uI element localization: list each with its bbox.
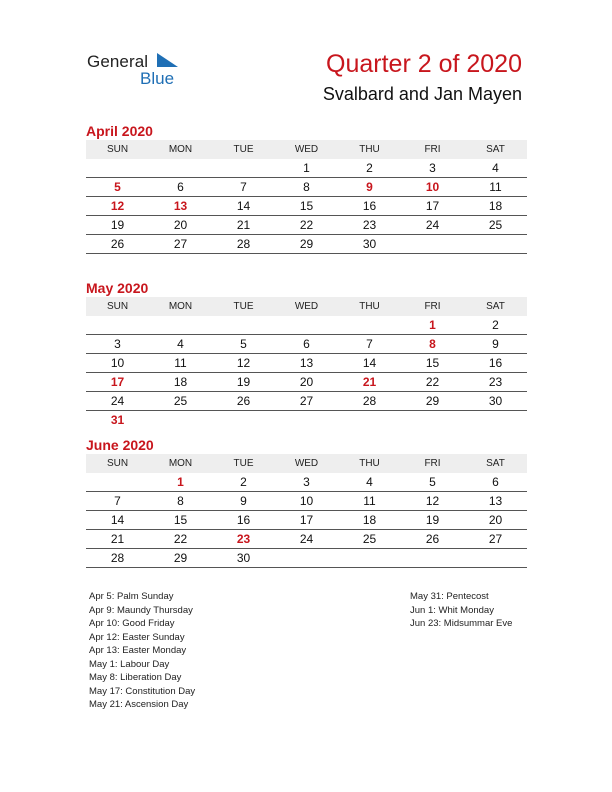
month-title: April 2020 xyxy=(86,123,153,139)
week-row xyxy=(86,473,527,492)
day-cell: 12 xyxy=(425,494,440,508)
day-cell: 26 xyxy=(110,237,125,251)
day-cell: 17 xyxy=(425,199,440,213)
month-calendar xyxy=(86,280,527,429)
day-cell: 3 xyxy=(303,475,310,489)
day-cell: 4 xyxy=(177,337,184,351)
weekday-label: SAT xyxy=(486,301,505,312)
month-title: June 2020 xyxy=(86,437,154,453)
day-cell: 15 xyxy=(173,513,188,527)
weekday-label: WED xyxy=(294,458,319,469)
empty-day-cell xyxy=(212,411,275,429)
day-cell: 5 xyxy=(429,475,436,489)
day-cell: 1 xyxy=(429,318,436,332)
empty-day-cell xyxy=(338,549,401,567)
day-cell: 2 xyxy=(492,318,499,332)
empty-day-cell xyxy=(212,159,275,177)
weekday-label: WED xyxy=(294,144,319,155)
day-cell: 29 xyxy=(425,394,440,408)
day-cell: 28 xyxy=(362,394,377,408)
day-cell: 7 xyxy=(240,180,247,194)
day-cell: 8 xyxy=(303,180,310,194)
country-name: Svalbard and Jan Mayen xyxy=(322,84,522,104)
empty-day-cell xyxy=(464,235,527,253)
holiday-entry: May 31: Pentecost xyxy=(410,591,489,602)
day-cell: 15 xyxy=(299,199,314,213)
day-cell: 27 xyxy=(488,532,503,546)
week-row xyxy=(86,373,527,392)
day-cell: 27 xyxy=(173,237,188,251)
month-calendar xyxy=(86,437,527,568)
holiday-list-left xyxy=(89,590,195,712)
day-cell: 14 xyxy=(362,356,377,370)
holiday-entry: Apr 12: Easter Sunday xyxy=(89,631,185,643)
holiday-entry: Jun 1: Whit Monday xyxy=(410,604,494,616)
day-cell: 16 xyxy=(362,199,377,213)
day-cell: 28 xyxy=(236,237,251,251)
day-cell: 19 xyxy=(425,513,440,527)
empty-day-cell xyxy=(149,411,212,429)
weekday-label: SUN xyxy=(106,144,129,155)
day-cell: 7 xyxy=(114,494,121,508)
day-cell: 30 xyxy=(362,237,377,251)
day-cell: 9 xyxy=(492,337,499,351)
empty-day-cell xyxy=(338,411,401,429)
day-cell: 13 xyxy=(488,494,503,508)
weekday-label: FRI xyxy=(424,144,441,155)
day-cell: 17 xyxy=(299,513,314,527)
day-cell: 19 xyxy=(236,375,251,389)
weekday-label: SAT xyxy=(486,458,505,469)
day-cell: 10 xyxy=(425,180,440,194)
day-cell: 2 xyxy=(366,161,373,175)
day-cell: 21 xyxy=(236,218,251,232)
day-cell: 1 xyxy=(303,161,310,175)
holiday-entry: Apr 13: Easter Monday xyxy=(89,645,187,656)
day-cell: 22 xyxy=(173,532,188,546)
empty-day-cell xyxy=(86,473,149,491)
empty-day-cell xyxy=(275,411,338,429)
day-cell: 21 xyxy=(362,375,377,389)
holiday-entry: Apr 9: Maundy Thursday xyxy=(89,604,193,616)
weekday-label: THU xyxy=(359,144,380,155)
day-cell: 24 xyxy=(425,218,440,232)
day-cell: 21 xyxy=(110,532,125,546)
day-cell: 23 xyxy=(236,532,251,546)
holiday-list-right xyxy=(410,590,512,631)
weekday-label: MON xyxy=(168,301,193,312)
day-cell: 10 xyxy=(299,494,314,508)
month-title: May 2020 xyxy=(86,280,149,296)
logo-flag-icon xyxy=(157,53,178,67)
day-cell: 17 xyxy=(110,375,125,389)
day-cell: 4 xyxy=(366,475,373,489)
day-cell: 20 xyxy=(488,513,503,527)
week-row xyxy=(86,216,527,235)
week-row xyxy=(86,411,527,429)
week-row xyxy=(86,335,527,354)
day-cell: 19 xyxy=(110,218,125,232)
weekday-label: SUN xyxy=(106,301,129,312)
weekday-label: THU xyxy=(359,458,380,469)
weekday-header-row xyxy=(86,297,527,316)
day-cell: 15 xyxy=(425,356,440,370)
holiday-entry: May 1: Labour Day xyxy=(89,658,170,670)
week-row xyxy=(86,178,527,197)
week-row xyxy=(86,197,527,216)
weekday-label: TUE xyxy=(233,301,254,312)
logo-blue-text: Blue xyxy=(140,69,175,88)
day-cell: 6 xyxy=(492,475,499,489)
day-cell: 14 xyxy=(236,199,251,213)
day-cell: 22 xyxy=(299,218,314,232)
weekday-label: SUN xyxy=(106,458,129,469)
weekday-label: TUE xyxy=(233,458,254,469)
day-cell: 11 xyxy=(489,180,502,194)
quarter-title: Quarter 2 of 2020 xyxy=(326,50,522,78)
day-cell: 3 xyxy=(114,337,121,351)
empty-day-cell xyxy=(464,411,527,429)
day-cell: 6 xyxy=(177,180,184,194)
holiday-entry: Apr 5: Palm Sunday xyxy=(89,591,174,602)
day-cell: 16 xyxy=(236,513,251,527)
day-cell: 24 xyxy=(299,532,314,546)
day-cell: 4 xyxy=(492,161,499,175)
day-cell: 10 xyxy=(110,356,125,370)
day-cell: 12 xyxy=(236,356,251,370)
day-cell: 23 xyxy=(488,375,503,389)
day-cell: 11 xyxy=(174,356,187,370)
month-calendar xyxy=(86,123,527,254)
weekday-label: MON xyxy=(168,458,193,469)
weekday-label: FRI xyxy=(424,301,441,312)
day-cell: 28 xyxy=(110,551,125,565)
day-cell: 29 xyxy=(173,551,188,565)
empty-day-cell xyxy=(212,316,275,334)
day-cell: 20 xyxy=(299,375,314,389)
empty-day-cell xyxy=(401,549,464,567)
week-row xyxy=(86,492,527,511)
day-cell: 6 xyxy=(303,337,310,351)
day-cell: 7 xyxy=(366,337,373,351)
day-cell: 30 xyxy=(236,551,251,565)
holiday-entry: May 8: Liberation Day xyxy=(89,672,182,683)
day-cell: 22 xyxy=(425,375,440,389)
day-cell: 25 xyxy=(488,218,503,232)
day-cell: 25 xyxy=(173,394,188,408)
empty-day-cell xyxy=(275,316,338,334)
day-cell: 18 xyxy=(488,199,503,213)
week-row xyxy=(86,530,527,549)
day-cell: 16 xyxy=(488,356,503,370)
day-cell: 31 xyxy=(110,413,125,427)
empty-day-cell xyxy=(149,159,212,177)
weekday-label: SAT xyxy=(486,144,505,155)
day-cell: 1 xyxy=(177,475,184,489)
day-cell: 24 xyxy=(110,394,125,408)
empty-day-cell xyxy=(401,235,464,253)
holiday-entry: May 21: Ascension Day xyxy=(89,699,189,710)
day-cell: 26 xyxy=(236,394,251,408)
day-cell: 18 xyxy=(173,375,188,389)
day-cell: 27 xyxy=(299,394,314,408)
empty-day-cell xyxy=(338,316,401,334)
day-cell: 25 xyxy=(362,532,377,546)
holiday-entry: Jun 23: Midsummar Eve xyxy=(410,618,513,629)
week-row xyxy=(86,354,527,373)
weekday-header-row xyxy=(86,140,527,159)
weekday-label: TUE xyxy=(233,144,254,155)
general-blue-logo xyxy=(87,52,197,90)
day-cell: 30 xyxy=(488,394,503,408)
day-cell: 13 xyxy=(299,356,314,370)
empty-day-cell xyxy=(401,411,464,429)
holiday-entry: May 17: Constitution Day xyxy=(89,685,196,697)
day-cell: 5 xyxy=(240,337,247,351)
empty-day-cell xyxy=(86,316,149,334)
week-row xyxy=(86,159,527,178)
day-cell: 9 xyxy=(366,180,373,194)
day-cell: 3 xyxy=(429,161,436,175)
empty-day-cell xyxy=(275,549,338,567)
empty-day-cell xyxy=(86,159,149,177)
day-cell: 20 xyxy=(173,218,188,232)
week-row xyxy=(86,235,527,254)
week-row xyxy=(86,511,527,530)
week-row xyxy=(86,316,527,335)
weekday-label: THU xyxy=(359,301,380,312)
day-cell: 13 xyxy=(173,199,188,213)
day-cell: 9 xyxy=(240,494,247,508)
day-cell: 8 xyxy=(177,494,184,508)
weekday-label: MON xyxy=(168,144,193,155)
empty-day-cell xyxy=(149,316,212,334)
day-cell: 12 xyxy=(110,199,125,213)
day-cell: 2 xyxy=(240,475,247,489)
week-row xyxy=(86,392,527,411)
day-cell: 26 xyxy=(425,532,440,546)
week-row xyxy=(86,549,527,568)
weekday-header-row xyxy=(86,454,527,473)
day-cell: 11 xyxy=(363,494,376,508)
day-cell: 29 xyxy=(299,237,314,251)
day-cell: 23 xyxy=(362,218,377,232)
day-cell: 5 xyxy=(114,180,121,194)
day-cell: 14 xyxy=(110,513,125,527)
day-cell: 18 xyxy=(362,513,377,527)
weekday-label: WED xyxy=(294,301,319,312)
empty-day-cell xyxy=(464,549,527,567)
weekday-label: FRI xyxy=(424,458,441,469)
day-cell: 8 xyxy=(429,337,436,351)
logo-general-text: General xyxy=(87,52,149,71)
holiday-entry: Apr 10: Good Friday xyxy=(89,618,175,629)
